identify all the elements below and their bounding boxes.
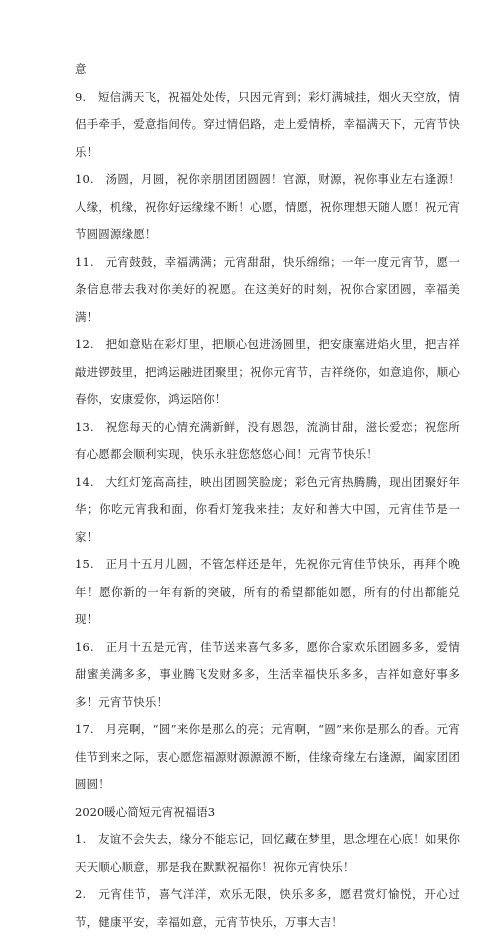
- wish-item-11: [0, 249, 500, 332]
- item-number: 16.: [75, 639, 94, 654]
- item-text: 短信满天飞，祝福处处传，只因元宵到；彩灯满城挂，烟火天空放，情侣手牵手，爱意指间传。穿过情侣路，走上爱情桥，幸福满天下，元宵节快乐！: [75, 89, 460, 159]
- item-text: 元宵佳节，喜气洋洋，欢乐无限，快乐多多，愿君赏灯愉悦，开心过节，健康平安，幸福如意，元宵节快乐，万事大吉！: [75, 887, 460, 929]
- item-number: 1.: [75, 832, 87, 846]
- item-number: 13.: [75, 419, 94, 434]
- item-number: 15.: [75, 557, 94, 571]
- item-text: 正月十五月儿圆，不管怎样还是年，先祝你元宵佳节快乐，再拜个晚年！愿你新的一年有新的突破，所有的希望都能如愿，所有的付出都能兑现！: [75, 557, 460, 626]
- wish-item-12: [0, 331, 500, 414]
- top-fragment: 意: [75, 62, 87, 76]
- item-text: 正月十五是元宵，佳节送来喜气多多，愿你合家欢乐团圆多多，爱情甜蜜美满多多，事业腾飞发财多多，生活幸福快乐多多，吉祥如意好事多多！元宵节快乐！: [75, 639, 460, 709]
- item-number: 2.: [75, 887, 87, 901]
- item-number: 12.: [75, 337, 94, 351]
- wish-item-14: [0, 469, 500, 552]
- wish-item-13: [0, 414, 500, 469]
- wish-item-10: [0, 166, 500, 249]
- item-number: 11.: [75, 254, 94, 269]
- item-text: 月亮啊，“圆”来你是那么的亮；元宵啊，“圆”来你是那么的香。元宵佳节到来之际，衷心愿您福源财源源源不断，佳缘奇缘左右逢源，阖家团团圆圆！: [75, 722, 460, 791]
- item-text: 元宵鼓鼓，幸福满满；元宵甜甜，快乐绵绵；一年一度元宵节，愿一条信息带去我对你美好的祝愿。在这美好的时刻，祝你合家团圆，幸福美满！: [75, 254, 460, 324]
- wish-item-9: [0, 84, 500, 167]
- item-text: 大红灯笼高高挂，映出团圆笑脸庞；彩色元宵热腾腾，现出团聚好年华；你吃元宵我和面，你看灯笼我来挂；友好和善大中国，元宵佳节是一家！: [75, 474, 460, 544]
- wish-item-17: [0, 716, 500, 799]
- wish-item-16: [0, 634, 500, 717]
- item-text: 把如意贴在彩灯里，把顺心包进汤圆里，把安康塞进焰火里，把吉祥敲进锣鼓里，把鸿运融进团聚里；祝你元宵节，吉祥绕你，如意追你，顺心春你，安康爱你，鸿运陪你！: [75, 337, 460, 406]
- item-number: 10.: [75, 172, 94, 186]
- item-number: 17.: [75, 722, 94, 736]
- document-body: [0, 56, 500, 936]
- item-text: 友谊不会失去，缘分不能忘记，回忆藏在梦里，思念埋在心底！如果你天天顺心顺意，那是我在默默祝福你！祝你元宵快乐！: [75, 832, 460, 874]
- section-title: 2020暖心简短元宵祝福语3: [75, 804, 216, 819]
- item-number: 14.: [75, 474, 94, 489]
- item-number: 9.: [75, 89, 87, 104]
- item-text: 汤圆，月圆，祝你亲朋团团圆圆！官源，财源，祝你事业左右逢源！人缘，机缘，祝你好运缘缘不断！心愿，情愿，祝你理想天随人愿！祝元宵节圆圆源缘愿！: [75, 172, 460, 241]
- item-text: 祝您每天的心情充满新鲜，没有恩怨，流淌甘甜，滋长爱恋；祝您所有心愿都会顺利实现，快乐永驻您悠悠心间！元宵节快乐！: [75, 419, 460, 461]
- wish-item-s3-1: [0, 826, 500, 881]
- wish-item-15: [0, 551, 500, 634]
- wish-item-s3-2: [0, 881, 500, 936]
